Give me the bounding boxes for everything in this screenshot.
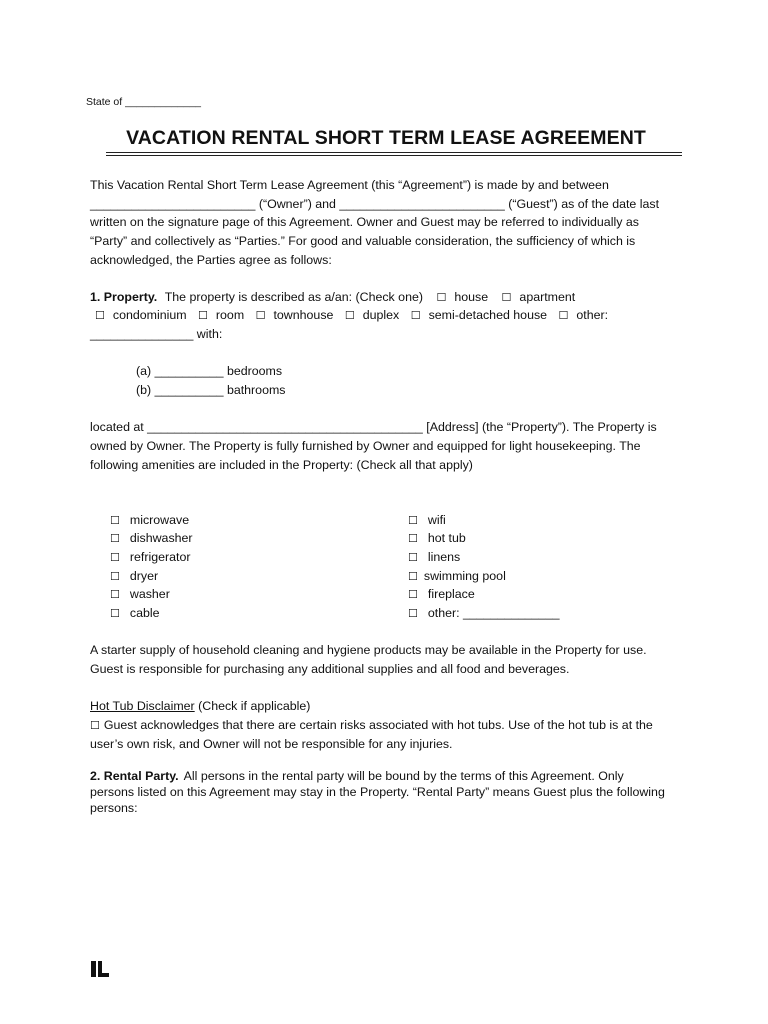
checkbox-wifi[interactable]: ☐ [408,514,418,527]
property-heading: 1. Property. [90,290,158,304]
option-condominium: condominium [112,308,187,322]
rental-party-heading: 2. Rental Party. [90,769,179,783]
amenity-swimming-pool [408,567,506,587]
amenity-label: linens [427,550,461,564]
amenity-wifi [408,511,446,531]
bathrooms-line: (b) __________ bathrooms [136,383,286,397]
option-house: house [454,290,489,304]
title-rule-bottom [106,155,682,156]
state-line: State of _____________ [86,96,202,108]
checkbox-swimming-pool[interactable]: ☐ [408,570,418,583]
amenity-label: dryer [129,569,159,583]
amenity-washer [110,585,170,605]
option-other: other: [576,308,609,322]
title-rule-top [106,152,682,153]
checkbox-room[interactable]: ☐ [198,309,208,322]
location-line-1: located at ________________________________________ [Address] (the “Property”). The Property is [90,420,657,434]
checkbox-amenity-other[interactable]: ☐ [408,607,418,620]
checkbox-fireplace[interactable]: ☐ [408,588,418,601]
amenity-fireplace [408,585,475,605]
intro-line-4: “Party” and collectively as “Parties.” For good and valuable consideration, the sufficiency of which is [90,234,636,248]
option-apartment: apartment [519,290,576,304]
option-room: room [215,308,245,322]
checkbox-duplex[interactable]: ☐ [344,309,355,322]
amenity-microwave [110,511,189,531]
rental-party-line-2: persons listed on this Agreement may stay in the Property. “Rental Party” means Guest plus the following [90,785,665,799]
amenity-label: cable [129,606,160,620]
amenity-dishwasher [110,529,193,549]
amenity-hot-tub [408,529,466,549]
supplies-line-2: Guest is responsible for purchasing any additional supplies and all food and beverages. [90,662,570,676]
amenity-label: swimming pool [423,569,506,583]
checkbox-refrigerator[interactable]: ☐ [110,551,120,564]
option-duplex: duplex [362,308,400,322]
checkbox-washer[interactable]: ☐ [110,588,120,601]
amenity-label: washer [129,587,170,601]
checkbox-dishwasher[interactable]: ☐ [110,532,120,545]
amenity-linens [408,548,460,568]
checkbox-dryer[interactable]: ☐ [110,570,120,583]
document-title: VACATION RENTAL SHORT TERM LEASE AGREEMENT [126,127,646,149]
property-line-2 [95,306,608,326]
location-line-2: owned by Owner. The Property is fully furnished by Owner and equipped for light housekeeping. The [90,439,641,453]
checkbox-hot-tub[interactable]: ☐ [408,532,418,545]
option-semi-detached: semi-detached house [428,308,548,322]
hot-tub-heading-suffix: (Check if applicable) [194,699,311,713]
rental-party-line-3: persons: [90,801,138,815]
amenity-cable [110,604,160,624]
amenity-label: refrigerator [129,550,191,564]
checkbox-linens[interactable]: ☐ [408,551,418,564]
hot-tub-text-1: Guest acknowledges that there are certain risks associated with hot tubs. Use of the hot tub is at the [103,718,653,732]
option-townhouse: townhouse [273,308,334,322]
hot-tub-heading-line [90,697,310,716]
checkbox-other[interactable]: ☐ [558,309,569,322]
checkbox-condominium[interactable]: ☐ [95,309,105,322]
amenity-label: microwave [129,513,190,527]
amenity-label: wifi [427,513,446,527]
hot-tub-line-2: user’s own risk, and Owner will not be responsible for any injuries. [90,737,453,751]
checkbox-semi-detached[interactable]: ☐ [410,309,421,322]
property-line-1 [90,288,575,308]
location-line-3: following amenities are included in the Property: (Check all that apply) [90,458,473,472]
amenity-label: hot tub [427,531,466,545]
intro-line-2: ________________________ (“Owner”) and ________________________ (“Guest”) as of the date last [90,197,660,211]
hot-tub-heading: Hot Tub Disclaimer [90,699,195,713]
checkbox-cable[interactable]: ☐ [110,607,120,620]
bedrooms-line: (a) __________ bedrooms [136,364,283,378]
amenity-label: other: ______________ [427,606,560,620]
amenity-label: fireplace [427,587,475,601]
brand-logo-icon [90,960,110,978]
hot-tub-line-1 [90,716,653,736]
amenity-other [408,604,559,624]
checkbox-hot-tub-disclaimer[interactable]: ☐ [90,719,100,732]
amenity-dryer [110,567,158,587]
intro-line-3: written on the signature page of this Agreement. Owner and Guest may be referred to individually as [90,215,639,229]
rental-party-text-1: All persons in the rental party will be bound by the terms of this Agreement. Only [183,769,624,783]
intro-line-5: acknowledged, the Parties agree as follows: [90,253,332,267]
amenity-label: dishwasher [129,531,193,545]
supplies-line-1: A starter supply of household cleaning and hygiene products may be available in the Property for use. [90,643,647,657]
checkbox-microwave[interactable]: ☐ [110,514,120,527]
checkbox-house[interactable]: ☐ [436,291,447,304]
checkbox-townhouse[interactable]: ☐ [255,309,266,322]
property-lead: The property is described as a/an: (Check one) [164,290,423,304]
checkbox-apartment[interactable]: ☐ [501,291,512,304]
intro-line-1: This Vacation Rental Short Term Lease Agreement (this “Agreement”) is made by and between [90,178,609,192]
property-with-line: _______________ with: [90,327,223,341]
amenity-refrigerator [110,548,190,568]
